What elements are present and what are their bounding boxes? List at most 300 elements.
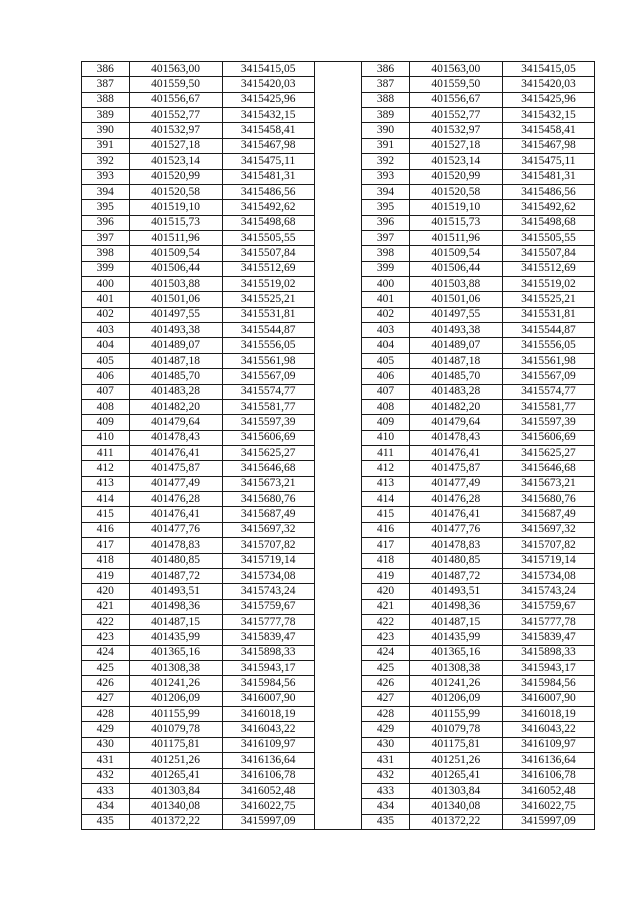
left-x-coordinate-cell: 401482,20 <box>129 399 222 414</box>
right-x-coordinate-cell: 401487,72 <box>409 568 502 583</box>
left-y-coordinate-cell: 3415507,84 <box>222 246 314 261</box>
left-y-coordinate-cell: 3415420,03 <box>222 77 314 92</box>
left-y-coordinate-cell: 3415425,96 <box>222 92 314 107</box>
right-y-coordinate-cell: 3415467,98 <box>502 138 594 153</box>
left-y-coordinate-cell: 3415475,11 <box>222 154 314 169</box>
right-y-coordinate-cell: 3415486,56 <box>502 184 594 199</box>
right-y-coordinate-cell: 3415984,56 <box>502 676 594 691</box>
right-y-coordinate-cell: 3416007,90 <box>502 691 594 706</box>
right-x-coordinate-cell: 401515,73 <box>409 215 502 230</box>
left-point-number-cell: 434 <box>82 799 130 814</box>
left-y-coordinate-cell: 3415984,56 <box>222 676 314 691</box>
left-point-number-cell: 416 <box>82 522 130 537</box>
table-row <box>82 522 595 537</box>
left-y-coordinate-cell: 3415707,82 <box>222 538 314 553</box>
table-row <box>82 707 595 722</box>
column-gap <box>314 492 362 507</box>
left-x-coordinate-cell: 401303,84 <box>129 783 222 798</box>
left-y-coordinate-cell: 3415777,78 <box>222 614 314 629</box>
left-x-coordinate-cell: 401477,49 <box>129 476 222 491</box>
left-x-coordinate-cell: 401515,73 <box>129 215 222 230</box>
right-y-coordinate-cell: 3416043,22 <box>502 722 594 737</box>
table-row <box>82 476 595 491</box>
left-point-number-cell: 397 <box>82 230 130 245</box>
right-point-number-cell: 395 <box>362 200 410 215</box>
right-point-number-cell: 425 <box>362 661 410 676</box>
table-row <box>82 415 595 430</box>
left-point-number-cell: 427 <box>82 691 130 706</box>
column-gap <box>314 507 362 522</box>
left-x-coordinate-cell: 401519,10 <box>129 200 222 215</box>
left-y-coordinate-cell: 3415839,47 <box>222 630 314 645</box>
right-y-coordinate-cell: 3415425,96 <box>502 92 594 107</box>
right-point-number-cell: 423 <box>362 630 410 645</box>
left-x-coordinate-cell: 401476,41 <box>129 445 222 460</box>
left-y-coordinate-cell: 3415481,31 <box>222 169 314 184</box>
right-point-number-cell: 433 <box>362 783 410 798</box>
column-gap <box>314 399 362 414</box>
column-gap <box>314 599 362 614</box>
table-row <box>82 184 595 199</box>
right-y-coordinate-cell: 3415556,05 <box>502 338 594 353</box>
table-row <box>82 599 595 614</box>
left-point-number-cell: 402 <box>82 307 130 322</box>
right-y-coordinate-cell: 3415432,15 <box>502 108 594 123</box>
right-y-coordinate-cell: 3415415,05 <box>502 62 594 77</box>
column-gap <box>314 553 362 568</box>
right-point-number-cell: 391 <box>362 138 410 153</box>
left-y-coordinate-cell: 3415415,05 <box>222 62 314 77</box>
column-gap <box>314 476 362 491</box>
column-gap <box>314 707 362 722</box>
column-gap <box>314 353 362 368</box>
left-x-coordinate-cell: 401265,41 <box>129 768 222 783</box>
table-row <box>82 584 595 599</box>
right-point-number-cell: 390 <box>362 123 410 138</box>
right-y-coordinate-cell: 3415505,55 <box>502 230 594 245</box>
left-y-coordinate-cell: 3415561,98 <box>222 353 314 368</box>
right-y-coordinate-cell: 3415567,09 <box>502 369 594 384</box>
table-row <box>82 630 595 645</box>
right-y-coordinate-cell: 3415898,33 <box>502 645 594 660</box>
left-y-coordinate-cell: 3415486,56 <box>222 184 314 199</box>
right-y-coordinate-cell: 3415707,82 <box>502 538 594 553</box>
table-row <box>82 200 595 215</box>
left-y-coordinate-cell: 3415432,15 <box>222 108 314 123</box>
left-y-coordinate-cell: 3415556,05 <box>222 338 314 353</box>
left-x-coordinate-cell: 401435,99 <box>129 630 222 645</box>
left-point-number-cell: 418 <box>82 553 130 568</box>
right-x-coordinate-cell: 401480,85 <box>409 553 502 568</box>
right-point-number-cell: 400 <box>362 277 410 292</box>
right-point-number-cell: 386 <box>362 62 410 77</box>
right-x-coordinate-cell: 401511,96 <box>409 230 502 245</box>
right-point-number-cell: 387 <box>362 77 410 92</box>
right-y-coordinate-cell: 3416109,97 <box>502 737 594 752</box>
left-x-coordinate-cell: 401527,18 <box>129 138 222 153</box>
column-gap <box>314 108 362 123</box>
column-gap <box>314 737 362 752</box>
left-y-coordinate-cell: 3416007,90 <box>222 691 314 706</box>
left-x-coordinate-cell: 401532,97 <box>129 123 222 138</box>
column-gap <box>314 138 362 153</box>
table-row <box>82 154 595 169</box>
left-y-coordinate-cell: 3415458,41 <box>222 123 314 138</box>
right-y-coordinate-cell: 3415719,14 <box>502 553 594 568</box>
right-point-number-cell: 427 <box>362 691 410 706</box>
column-gap <box>314 645 362 660</box>
table-row <box>82 768 595 783</box>
column-gap <box>314 200 362 215</box>
right-x-coordinate-cell: 401155,99 <box>409 707 502 722</box>
right-point-number-cell: 403 <box>362 323 410 338</box>
right-point-number-cell: 394 <box>362 184 410 199</box>
right-x-coordinate-cell: 401308,38 <box>409 661 502 676</box>
right-x-coordinate-cell: 401498,36 <box>409 599 502 614</box>
column-gap <box>314 753 362 768</box>
table-row <box>82 169 595 184</box>
left-point-number-cell: 386 <box>82 62 130 77</box>
left-x-coordinate-cell: 401509,54 <box>129 246 222 261</box>
right-y-coordinate-cell: 3415507,84 <box>502 246 594 261</box>
table-row <box>82 676 595 691</box>
left-y-coordinate-cell: 3415759,67 <box>222 599 314 614</box>
left-y-coordinate-cell: 3415531,81 <box>222 307 314 322</box>
right-x-coordinate-cell: 401365,16 <box>409 645 502 660</box>
left-y-coordinate-cell: 3416052,48 <box>222 783 314 798</box>
column-gap <box>314 184 362 199</box>
table-row <box>82 430 595 445</box>
left-x-coordinate-cell: 401175,81 <box>129 737 222 752</box>
right-x-coordinate-cell: 401478,83 <box>409 538 502 553</box>
table-row <box>82 215 595 230</box>
column-gap <box>314 307 362 322</box>
right-y-coordinate-cell: 3415606,69 <box>502 430 594 445</box>
column-gap <box>314 123 362 138</box>
right-y-coordinate-cell: 3415525,21 <box>502 292 594 307</box>
left-x-coordinate-cell: 401483,28 <box>129 384 222 399</box>
table-row <box>82 445 595 460</box>
left-x-coordinate-cell: 401520,58 <box>129 184 222 199</box>
left-point-number-cell: 421 <box>82 599 130 614</box>
right-y-coordinate-cell: 3415574,77 <box>502 384 594 399</box>
table-row <box>82 614 595 629</box>
right-y-coordinate-cell: 3415597,39 <box>502 415 594 430</box>
left-point-number-cell: 424 <box>82 645 130 660</box>
left-x-coordinate-cell: 401206,09 <box>129 691 222 706</box>
left-x-coordinate-cell: 401520,99 <box>129 169 222 184</box>
right-x-coordinate-cell: 401497,55 <box>409 307 502 322</box>
coordinates-table-body <box>82 62 595 830</box>
right-y-coordinate-cell: 3415777,78 <box>502 614 594 629</box>
left-y-coordinate-cell: 3416043,22 <box>222 722 314 737</box>
left-point-number-cell: 409 <box>82 415 130 430</box>
left-y-coordinate-cell: 3415997,09 <box>222 814 314 829</box>
left-point-number-cell: 431 <box>82 753 130 768</box>
right-y-coordinate-cell: 3415492,62 <box>502 200 594 215</box>
column-gap <box>314 783 362 798</box>
column-gap <box>314 445 362 460</box>
right-x-coordinate-cell: 401520,99 <box>409 169 502 184</box>
right-x-coordinate-cell: 401520,58 <box>409 184 502 199</box>
left-x-coordinate-cell: 401079,78 <box>129 722 222 737</box>
left-x-coordinate-cell: 401493,51 <box>129 584 222 599</box>
column-gap <box>314 77 362 92</box>
right-y-coordinate-cell: 3415420,03 <box>502 77 594 92</box>
column-gap <box>314 691 362 706</box>
left-y-coordinate-cell: 3415492,62 <box>222 200 314 215</box>
right-x-coordinate-cell: 401559,50 <box>409 77 502 92</box>
left-y-coordinate-cell: 3415743,24 <box>222 584 314 599</box>
right-y-coordinate-cell: 3415544,87 <box>502 323 594 338</box>
left-point-number-cell: 430 <box>82 737 130 752</box>
left-y-coordinate-cell: 3415673,21 <box>222 476 314 491</box>
right-point-number-cell: 412 <box>362 461 410 476</box>
right-x-coordinate-cell: 401509,54 <box>409 246 502 261</box>
left-y-coordinate-cell: 3416106,78 <box>222 768 314 783</box>
left-x-coordinate-cell: 401308,38 <box>129 661 222 676</box>
table-row <box>82 661 595 676</box>
left-point-number-cell: 401 <box>82 292 130 307</box>
right-y-coordinate-cell: 3415680,76 <box>502 492 594 507</box>
column-gap <box>314 384 362 399</box>
left-x-coordinate-cell: 401479,64 <box>129 415 222 430</box>
column-gap <box>314 614 362 629</box>
column-gap <box>314 522 362 537</box>
left-y-coordinate-cell: 3415597,39 <box>222 415 314 430</box>
left-x-coordinate-cell: 401523,14 <box>129 154 222 169</box>
right-x-coordinate-cell: 401479,64 <box>409 415 502 430</box>
column-gap <box>314 568 362 583</box>
right-y-coordinate-cell: 3415943,17 <box>502 661 594 676</box>
right-x-coordinate-cell: 401476,41 <box>409 445 502 460</box>
column-gap <box>314 246 362 261</box>
right-point-number-cell: 434 <box>362 799 410 814</box>
left-y-coordinate-cell: 3415544,87 <box>222 323 314 338</box>
column-gap <box>314 461 362 476</box>
right-x-coordinate-cell: 401303,84 <box>409 783 502 798</box>
left-point-number-cell: 395 <box>82 200 130 215</box>
table-row <box>82 246 595 261</box>
right-x-coordinate-cell: 401079,78 <box>409 722 502 737</box>
left-y-coordinate-cell: 3416018,19 <box>222 707 314 722</box>
right-point-number-cell: 413 <box>362 476 410 491</box>
left-x-coordinate-cell: 401478,43 <box>129 430 222 445</box>
right-x-coordinate-cell: 401485,70 <box>409 369 502 384</box>
table-row <box>82 691 595 706</box>
column-gap <box>314 169 362 184</box>
right-point-number-cell: 419 <box>362 568 410 583</box>
right-point-number-cell: 399 <box>362 261 410 276</box>
left-y-coordinate-cell: 3416136,64 <box>222 753 314 768</box>
column-gap <box>314 369 362 384</box>
right-point-number-cell: 393 <box>362 169 410 184</box>
table-row <box>82 568 595 583</box>
left-x-coordinate-cell: 401501,06 <box>129 292 222 307</box>
left-x-coordinate-cell: 401563,00 <box>129 62 222 77</box>
left-x-coordinate-cell: 401485,70 <box>129 369 222 384</box>
left-y-coordinate-cell: 3415574,77 <box>222 384 314 399</box>
right-x-coordinate-cell: 401477,49 <box>409 476 502 491</box>
right-point-number-cell: 402 <box>362 307 410 322</box>
column-gap <box>314 292 362 307</box>
left-x-coordinate-cell: 401372,22 <box>129 814 222 829</box>
left-point-number-cell: 387 <box>82 77 130 92</box>
right-y-coordinate-cell: 3415646,68 <box>502 461 594 476</box>
column-gap <box>314 768 362 783</box>
table-row <box>82 123 595 138</box>
table-row <box>82 138 595 153</box>
right-y-coordinate-cell: 3415997,09 <box>502 814 594 829</box>
right-point-number-cell: 426 <box>362 676 410 691</box>
right-point-number-cell: 406 <box>362 369 410 384</box>
right-x-coordinate-cell: 401477,76 <box>409 522 502 537</box>
right-x-coordinate-cell: 401175,81 <box>409 737 502 752</box>
table-row <box>82 553 595 568</box>
right-y-coordinate-cell: 3415743,24 <box>502 584 594 599</box>
right-point-number-cell: 429 <box>362 722 410 737</box>
table-row <box>82 461 595 476</box>
right-x-coordinate-cell: 401251,26 <box>409 753 502 768</box>
right-point-number-cell: 401 <box>362 292 410 307</box>
left-point-number-cell: 412 <box>82 461 130 476</box>
right-point-number-cell: 431 <box>362 753 410 768</box>
left-x-coordinate-cell: 401476,41 <box>129 507 222 522</box>
left-x-coordinate-cell: 401489,07 <box>129 338 222 353</box>
right-point-number-cell: 424 <box>362 645 410 660</box>
left-y-coordinate-cell: 3415734,08 <box>222 568 314 583</box>
left-y-coordinate-cell: 3415581,77 <box>222 399 314 414</box>
left-y-coordinate-cell: 3415719,14 <box>222 553 314 568</box>
column-gap <box>314 261 362 276</box>
table-row <box>82 369 595 384</box>
table-row <box>82 399 595 414</box>
right-x-coordinate-cell: 401489,07 <box>409 338 502 353</box>
column-gap <box>314 661 362 676</box>
left-x-coordinate-cell: 401365,16 <box>129 645 222 660</box>
right-x-coordinate-cell: 401487,15 <box>409 614 502 629</box>
right-y-coordinate-cell: 3415625,27 <box>502 445 594 460</box>
table-row <box>82 230 595 245</box>
right-point-number-cell: 418 <box>362 553 410 568</box>
left-point-number-cell: 404 <box>82 338 130 353</box>
right-x-coordinate-cell: 401372,22 <box>409 814 502 829</box>
left-x-coordinate-cell: 401503,88 <box>129 277 222 292</box>
right-point-number-cell: 389 <box>362 108 410 123</box>
left-x-coordinate-cell: 401241,26 <box>129 676 222 691</box>
column-gap <box>314 430 362 445</box>
left-point-number-cell: 411 <box>82 445 130 460</box>
left-point-number-cell: 394 <box>82 184 130 199</box>
column-gap <box>314 215 362 230</box>
left-point-number-cell: 429 <box>82 722 130 737</box>
left-point-number-cell: 414 <box>82 492 130 507</box>
left-x-coordinate-cell: 401487,72 <box>129 568 222 583</box>
left-y-coordinate-cell: 3416022,75 <box>222 799 314 814</box>
right-point-number-cell: 422 <box>362 614 410 629</box>
table-row <box>82 737 595 752</box>
left-point-number-cell: 423 <box>82 630 130 645</box>
left-point-number-cell: 419 <box>82 568 130 583</box>
right-x-coordinate-cell: 401506,44 <box>409 261 502 276</box>
right-y-coordinate-cell: 3415561,98 <box>502 353 594 368</box>
table-row <box>82 753 595 768</box>
column-gap <box>314 676 362 691</box>
right-x-coordinate-cell: 401476,41 <box>409 507 502 522</box>
column-gap <box>314 230 362 245</box>
right-y-coordinate-cell: 3415839,47 <box>502 630 594 645</box>
left-x-coordinate-cell: 401480,85 <box>129 553 222 568</box>
left-point-number-cell: 417 <box>82 538 130 553</box>
right-point-number-cell: 408 <box>362 399 410 414</box>
right-x-coordinate-cell: 401478,43 <box>409 430 502 445</box>
right-point-number-cell: 388 <box>362 92 410 107</box>
right-point-number-cell: 409 <box>362 415 410 430</box>
left-x-coordinate-cell: 401511,96 <box>129 230 222 245</box>
right-point-number-cell: 397 <box>362 230 410 245</box>
right-x-coordinate-cell: 401563,00 <box>409 62 502 77</box>
column-gap <box>314 92 362 107</box>
table-row <box>82 77 595 92</box>
right-point-number-cell: 416 <box>362 522 410 537</box>
left-y-coordinate-cell: 3415697,32 <box>222 522 314 537</box>
right-point-number-cell: 414 <box>362 492 410 507</box>
right-y-coordinate-cell: 3415734,08 <box>502 568 594 583</box>
left-x-coordinate-cell: 401556,67 <box>129 92 222 107</box>
right-y-coordinate-cell: 3415512,69 <box>502 261 594 276</box>
right-point-number-cell: 405 <box>362 353 410 368</box>
column-gap <box>314 584 362 599</box>
left-point-number-cell: 390 <box>82 123 130 138</box>
left-y-coordinate-cell: 3415505,55 <box>222 230 314 245</box>
left-y-coordinate-cell: 3415606,69 <box>222 430 314 445</box>
right-x-coordinate-cell: 401487,18 <box>409 353 502 368</box>
right-point-number-cell: 392 <box>362 154 410 169</box>
right-point-number-cell: 430 <box>362 737 410 752</box>
right-point-number-cell: 398 <box>362 246 410 261</box>
left-x-coordinate-cell: 401340,08 <box>129 799 222 814</box>
left-x-coordinate-cell: 401476,28 <box>129 492 222 507</box>
right-point-number-cell: 415 <box>362 507 410 522</box>
right-y-coordinate-cell: 3416106,78 <box>502 768 594 783</box>
right-x-coordinate-cell: 401552,77 <box>409 108 502 123</box>
column-gap <box>314 62 362 77</box>
left-point-number-cell: 391 <box>82 138 130 153</box>
table-row <box>82 338 595 353</box>
left-point-number-cell: 413 <box>82 476 130 491</box>
left-x-coordinate-cell: 401155,99 <box>129 707 222 722</box>
left-y-coordinate-cell: 3415498,68 <box>222 215 314 230</box>
column-gap <box>314 415 362 430</box>
column-gap <box>314 277 362 292</box>
table-row <box>82 384 595 399</box>
table-row <box>82 261 595 276</box>
right-x-coordinate-cell: 401475,87 <box>409 461 502 476</box>
right-y-coordinate-cell: 3415581,77 <box>502 399 594 414</box>
right-point-number-cell: 420 <box>362 584 410 599</box>
left-x-coordinate-cell: 401251,26 <box>129 753 222 768</box>
right-y-coordinate-cell: 3416022,75 <box>502 799 594 814</box>
right-point-number-cell: 417 <box>362 538 410 553</box>
column-gap <box>314 799 362 814</box>
left-point-number-cell: 398 <box>82 246 130 261</box>
table-row <box>82 62 595 77</box>
left-y-coordinate-cell: 3415680,76 <box>222 492 314 507</box>
right-x-coordinate-cell: 401493,51 <box>409 584 502 599</box>
left-y-coordinate-cell: 3415519,02 <box>222 277 314 292</box>
left-y-coordinate-cell: 3415512,69 <box>222 261 314 276</box>
left-x-coordinate-cell: 401506,44 <box>129 261 222 276</box>
